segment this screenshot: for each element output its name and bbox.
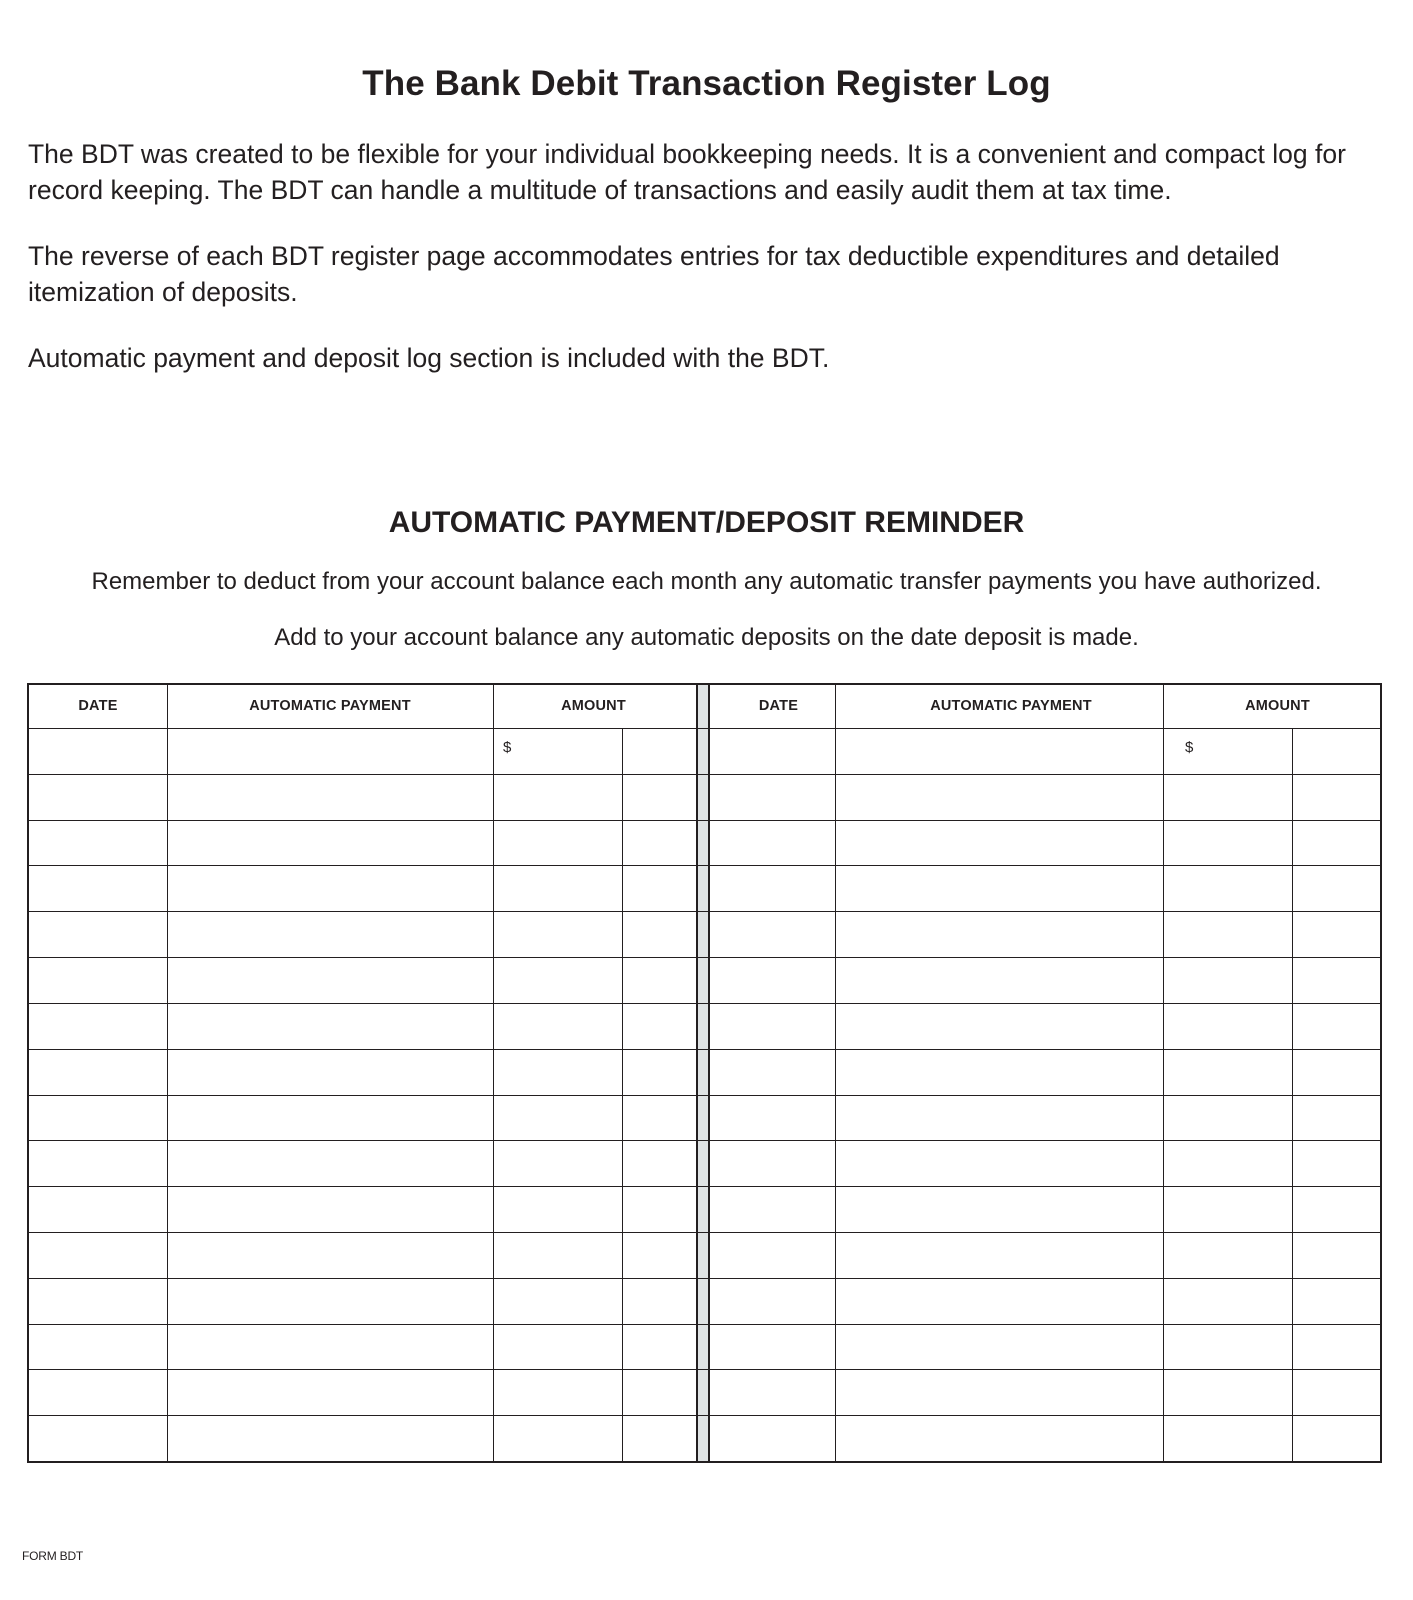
left-amount-dollars-entry-cell[interactable] (493, 1186, 622, 1232)
left-amount-dollars-entry-cell[interactable] (493, 1278, 622, 1324)
right-amount-cents-entry-cell[interactable] (1292, 1324, 1380, 1370)
left-payment-entry-cell[interactable] (167, 774, 493, 820)
right-date-entry-cell[interactable] (710, 1003, 835, 1049)
left-date-entry-cell[interactable] (29, 820, 167, 866)
right-date-entry-cell[interactable] (710, 1186, 835, 1232)
right-date-entry-cell[interactable] (710, 1369, 835, 1415)
left-amount-dollars-entry-cell[interactable] (493, 1232, 622, 1278)
left-date-entry-cell[interactable] (29, 1003, 167, 1049)
table-center-divider (696, 685, 710, 1461)
right-amount-dollars-entry-cell[interactable] (1163, 820, 1292, 866)
right-amount-dollars-entry-cell[interactable] (1163, 1049, 1292, 1095)
left-date-entry-cell[interactable] (29, 728, 167, 774)
left-amount-cents-entry-cell[interactable] (622, 1278, 694, 1324)
right-amount-dollars-entry-cell[interactable] (1163, 1369, 1292, 1415)
left-amount-dollars-entry-cell[interactable] (493, 820, 622, 866)
left-amount-cents-entry-cell[interactable] (622, 820, 694, 866)
left-amount-dollars-entry-cell[interactable] (493, 774, 622, 820)
left-amount-cents-entry-cell[interactable] (622, 1324, 694, 1370)
right-amount-cents-entry-cell[interactable] (1292, 1186, 1380, 1232)
right-amount-dollars-entry-cell[interactable] (1163, 1095, 1292, 1141)
left-amount-dollars-entry-cell[interactable] (493, 1003, 622, 1049)
right-payment-entry-cell[interactable] (835, 865, 1163, 911)
right-amount-dollars-entry-cell[interactable] (1163, 1278, 1292, 1324)
left-amount-cents-entry-cell[interactable] (622, 1369, 694, 1415)
page-title: The Bank Debit Transaction Register Log (362, 64, 1051, 103)
right-amount-cents-entry-cell[interactable] (1292, 911, 1380, 957)
right-amount-dollars-entry-cell[interactable] (1163, 774, 1292, 820)
left-amount-dollars-entry-cell[interactable] (493, 1140, 622, 1186)
left-payment-entry-cell[interactable] (167, 820, 493, 866)
left-amount-dollars-entry-cell[interactable] (493, 1415, 622, 1461)
right-date-entry-cell[interactable] (710, 1324, 835, 1370)
left-amount-dollars-entry-cell[interactable] (493, 1095, 622, 1141)
reminder-add-text: Add to your account balance any automatic deposits on the date deposit is made. (274, 624, 1139, 651)
reminder-deduct-text: Remember to deduct from your account balance each month any automatic transfer payments you have authorized. (91, 568, 1322, 595)
left-payment-entry-cell[interactable] (167, 1095, 493, 1141)
right-payment-entry-cell[interactable] (835, 1369, 1163, 1415)
left-payment-entry-cell[interactable] (167, 1369, 493, 1415)
right-date-header: DATE (758, 698, 799, 714)
left-amount-cents-entry-cell[interactable] (622, 774, 694, 820)
left-amount-cents-entry-cell[interactable] (622, 957, 694, 1003)
right-amount-cents-entry-cell[interactable] (1292, 1232, 1380, 1278)
right-date-entry-cell[interactable] (710, 865, 835, 911)
left-amount-cents-entry-cell[interactable] (622, 1003, 694, 1049)
reverse-paragraph: The reverse of each BDT register page accommodates entries for tax deductible expenditures and detailed itemization of deposits. (28, 241, 1280, 307)
left-amount-cents-entry-cell[interactable] (622, 1095, 694, 1141)
left-amount-cents-entry-cell[interactable] (622, 865, 694, 911)
right-amount-cents-entry-cell[interactable] (1292, 1140, 1380, 1186)
left-amount-cents-entry-cell[interactable] (622, 911, 694, 957)
right-payment-entry-cell[interactable] (835, 728, 1163, 774)
right-payment-entry-cell[interactable] (835, 911, 1163, 957)
right-amount-dollars-entry-cell[interactable] (1163, 1415, 1292, 1461)
left-payment-entry-cell[interactable] (167, 1049, 493, 1095)
form-code: FORM BDT (22, 1549, 84, 1563)
right-amount-cents-entry-cell[interactable] (1292, 728, 1380, 774)
left-payment-entry-cell[interactable] (167, 1324, 493, 1370)
left-date-entry-cell[interactable] (29, 1049, 167, 1095)
left-date-entry-cell[interactable] (29, 865, 167, 911)
right-date-entry-cell[interactable] (710, 1278, 835, 1324)
automatic-log-paragraph: Automatic payment and deposit log section is included with the BDT. (28, 343, 830, 373)
right-amount-header: AMOUNT (1245, 698, 1310, 714)
right-amount-dollars-entry-cell[interactable] (1163, 728, 1292, 774)
left-amount-cents-entry-cell[interactable] (622, 1049, 694, 1095)
left-date-entry-cell[interactable] (29, 1095, 167, 1141)
right-payment-header: AUTOMATIC PAYMENT (930, 698, 1092, 714)
right-date-entry-cell[interactable] (710, 1415, 835, 1461)
left-amount-header: AMOUNT (561, 698, 626, 714)
right-amount-dollars-entry-cell[interactable] (1163, 1186, 1292, 1232)
right-amount-dollars-entry-cell[interactable] (1163, 911, 1292, 957)
right-amount-cents-entry-cell[interactable] (1292, 865, 1380, 911)
right-amount-cents-entry-cell[interactable] (1292, 1369, 1380, 1415)
left-amount-dollars-entry-cell[interactable] (493, 957, 622, 1003)
right-amount-cents-entry-cell[interactable] (1292, 820, 1380, 866)
left-payment-entry-cell[interactable] (167, 865, 493, 911)
left-date-entry-cell[interactable] (29, 774, 167, 820)
left-date-entry-cell[interactable] (29, 1324, 167, 1370)
left-payment-entry-cell[interactable] (167, 1232, 493, 1278)
left-payment-entry-cell[interactable] (167, 1003, 493, 1049)
left-payment-entry-cell[interactable] (167, 1415, 493, 1461)
right-payment-entry-cell[interactable] (835, 820, 1163, 866)
left-payment-entry-cell[interactable] (167, 728, 493, 774)
right-amount-cents-entry-cell[interactable] (1292, 957, 1380, 1003)
left-amount-dollars-entry-cell[interactable] (493, 911, 622, 957)
right-date-entry-cell[interactable] (710, 911, 835, 957)
left-payment-entry-cell[interactable] (167, 1140, 493, 1186)
right-dollar-sign: $ (1185, 739, 1194, 756)
left-payment-entry-cell[interactable] (167, 911, 493, 957)
left-date-entry-cell[interactable] (29, 1278, 167, 1324)
right-amount-dollars-entry-cell[interactable] (1163, 1324, 1292, 1370)
left-date-entry-cell[interactable] (29, 1232, 167, 1278)
left-amount-dollars-entry-cell[interactable] (493, 865, 622, 911)
right-amount-dollars-entry-cell[interactable] (1163, 1140, 1292, 1186)
left-date-entry-cell[interactable] (29, 1369, 167, 1415)
left-date-entry-cell[interactable] (29, 957, 167, 1003)
right-date-entry-cell[interactable] (710, 774, 835, 820)
right-amount-dollars-entry-cell[interactable] (1163, 1232, 1292, 1278)
right-amount-cents-entry-cell[interactable] (1292, 1003, 1380, 1049)
left-amount-cents-entry-cell[interactable] (622, 1415, 694, 1461)
left-dollar-sign: $ (503, 739, 512, 756)
intro-paragraph: The BDT was created to be flexible for your individual bookkeeping needs. It is a convenient and compact log for record keeping. The BDT can handle a multitude of transactions and easily audit them at tax time. (28, 139, 1346, 205)
left-payment-entry-cell[interactable] (167, 1278, 493, 1324)
right-amount-dollars-entry-cell[interactable] (1163, 957, 1292, 1003)
right-date-entry-cell[interactable] (710, 728, 835, 774)
right-date-entry-cell[interactable] (710, 1049, 835, 1095)
left-amount-dollars-entry-cell[interactable] (493, 1369, 622, 1415)
left-payment-entry-cell[interactable] (167, 1186, 493, 1232)
right-amount-cents-entry-cell[interactable] (1292, 774, 1380, 820)
left-amount-cents-entry-cell[interactable] (622, 1140, 694, 1186)
left-date-entry-cell[interactable] (29, 1140, 167, 1186)
left-amount-cents-entry-cell[interactable] (622, 1232, 694, 1278)
right-payment-entry-cell[interactable] (835, 774, 1163, 820)
left-payment-entry-cell[interactable] (167, 957, 493, 1003)
right-payment-entry-cell[interactable] (835, 1232, 1163, 1278)
right-payment-entry-cell[interactable] (835, 1278, 1163, 1324)
right-amount-cents-entry-cell[interactable] (1292, 1415, 1380, 1461)
right-payment-entry-cell[interactable] (835, 1415, 1163, 1461)
automatic-payment-log-table (27, 683, 1382, 1463)
left-amount-cents-entry-cell[interactable] (622, 728, 694, 774)
right-date-entry-cell[interactable] (710, 820, 835, 866)
right-amount-dollars-entry-cell[interactable] (1163, 865, 1292, 911)
left-amount-cents-entry-cell[interactable] (622, 1186, 694, 1232)
right-amount-cents-entry-cell[interactable] (1292, 1278, 1380, 1324)
right-payment-entry-cell[interactable] (835, 1324, 1163, 1370)
left-amount-dollars-entry-cell[interactable] (493, 1324, 622, 1370)
right-payment-entry-cell[interactable] (835, 1140, 1163, 1186)
right-amount-cents-entry-cell[interactable] (1292, 1095, 1380, 1141)
right-payment-entry-cell[interactable] (835, 957, 1163, 1003)
right-payment-entry-cell[interactable] (835, 1049, 1163, 1095)
left-payment-header: AUTOMATIC PAYMENT (249, 698, 411, 714)
right-amount-cents-entry-cell[interactable] (1292, 1049, 1380, 1095)
left-date-entry-cell[interactable] (29, 1186, 167, 1232)
left-date-header: DATE (78, 698, 118, 714)
right-payment-entry-cell[interactable] (835, 1095, 1163, 1141)
right-date-entry-cell[interactable] (710, 1232, 835, 1278)
left-amount-dollars-entry-cell[interactable] (493, 1049, 622, 1095)
right-date-entry-cell[interactable] (710, 1140, 835, 1186)
right-amount-dollars-entry-cell[interactable] (1163, 1003, 1292, 1049)
left-date-entry-cell[interactable] (29, 1415, 167, 1461)
reminder-heading: AUTOMATIC PAYMENT/DEPOSIT REMINDER (388, 506, 1025, 539)
right-payment-entry-cell[interactable] (835, 1186, 1163, 1232)
right-date-entry-cell[interactable] (710, 1095, 835, 1141)
right-date-entry-cell[interactable] (710, 957, 835, 1003)
left-date-entry-cell[interactable] (29, 911, 167, 957)
left-amount-dollars-entry-cell[interactable] (493, 728, 622, 774)
right-payment-entry-cell[interactable] (835, 1003, 1163, 1049)
